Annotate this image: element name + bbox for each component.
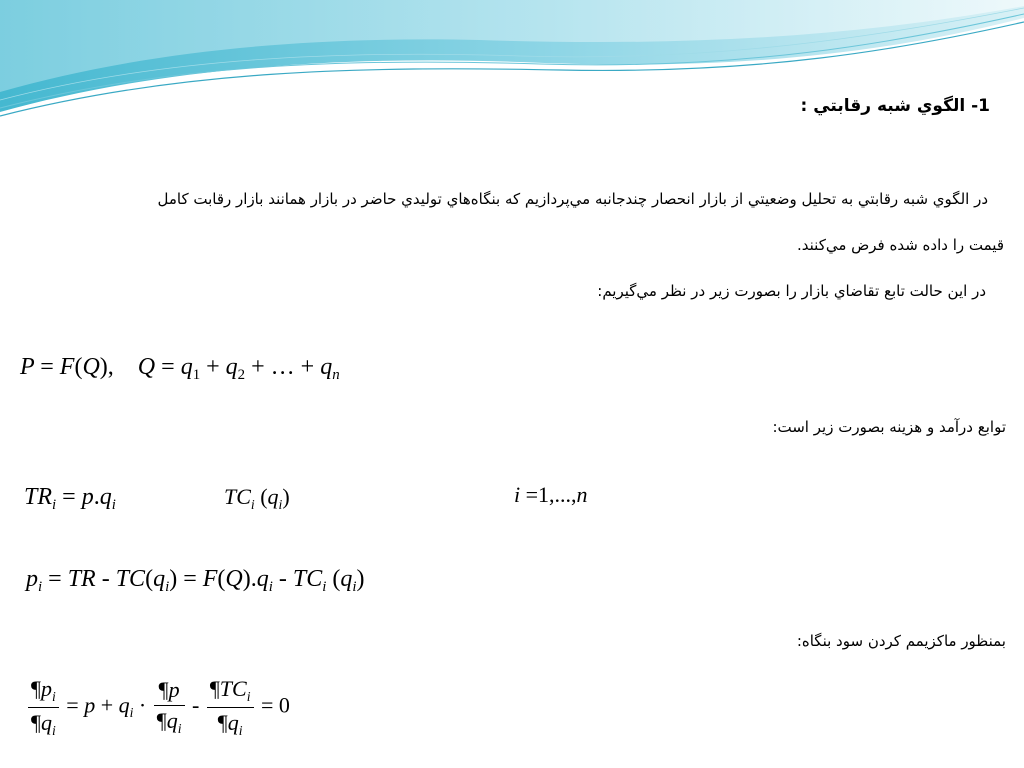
revenue-cost-intro: توابع درآمد و هزينه بصورت زير است: — [772, 418, 1006, 436]
paragraph-line-3: در اين حالت تابع تقاضاي بازار را بصورت زير در نظر مي‌گيريم: — [597, 282, 986, 300]
equation-first-order-condition: $\frac{\P p_i}{\P q_i}$ = $p + q_i$ · $\frac{\P p}{\P q_i}$ - $\frac{\P TC_i}{\P q_i}$ = 0 — [26, 676, 290, 739]
slide-heading: 1- الگوي شبه رقابتي : — [800, 96, 990, 116]
equation-index-range: i =1,...,n — [514, 482, 588, 507]
equation-demand-function: P = F(Q), $Q = q_1 + q_2$ + … + $q_n$ — [20, 354, 340, 384]
equation-total-revenue: $TR_i = p.q_i$ — [24, 484, 116, 514]
maximize-profit-intro: بمنظور ماکزيمم کردن سود بنگاه: — [796, 632, 1006, 650]
equation-profit: $p_i$ = TR - $TC(q_i) = F(Q).q_i - TC_i$ $(q_i)$ — [26, 566, 365, 596]
paragraph-line-1: در الگوي شبه رقابتي به تحليل وضعيتي از بازار انحصار چندجانبه مي‌پردازيم که بنگاه‌هاي توليدي حاضر در بازار همانند بازار رقابت کامل — [157, 190, 988, 208]
equation-total-cost: $TC_i$ $(q_i)$ — [224, 484, 290, 512]
paragraph-line-2: قيمت را داده شده فرض مي‌کنند. — [797, 236, 1004, 254]
